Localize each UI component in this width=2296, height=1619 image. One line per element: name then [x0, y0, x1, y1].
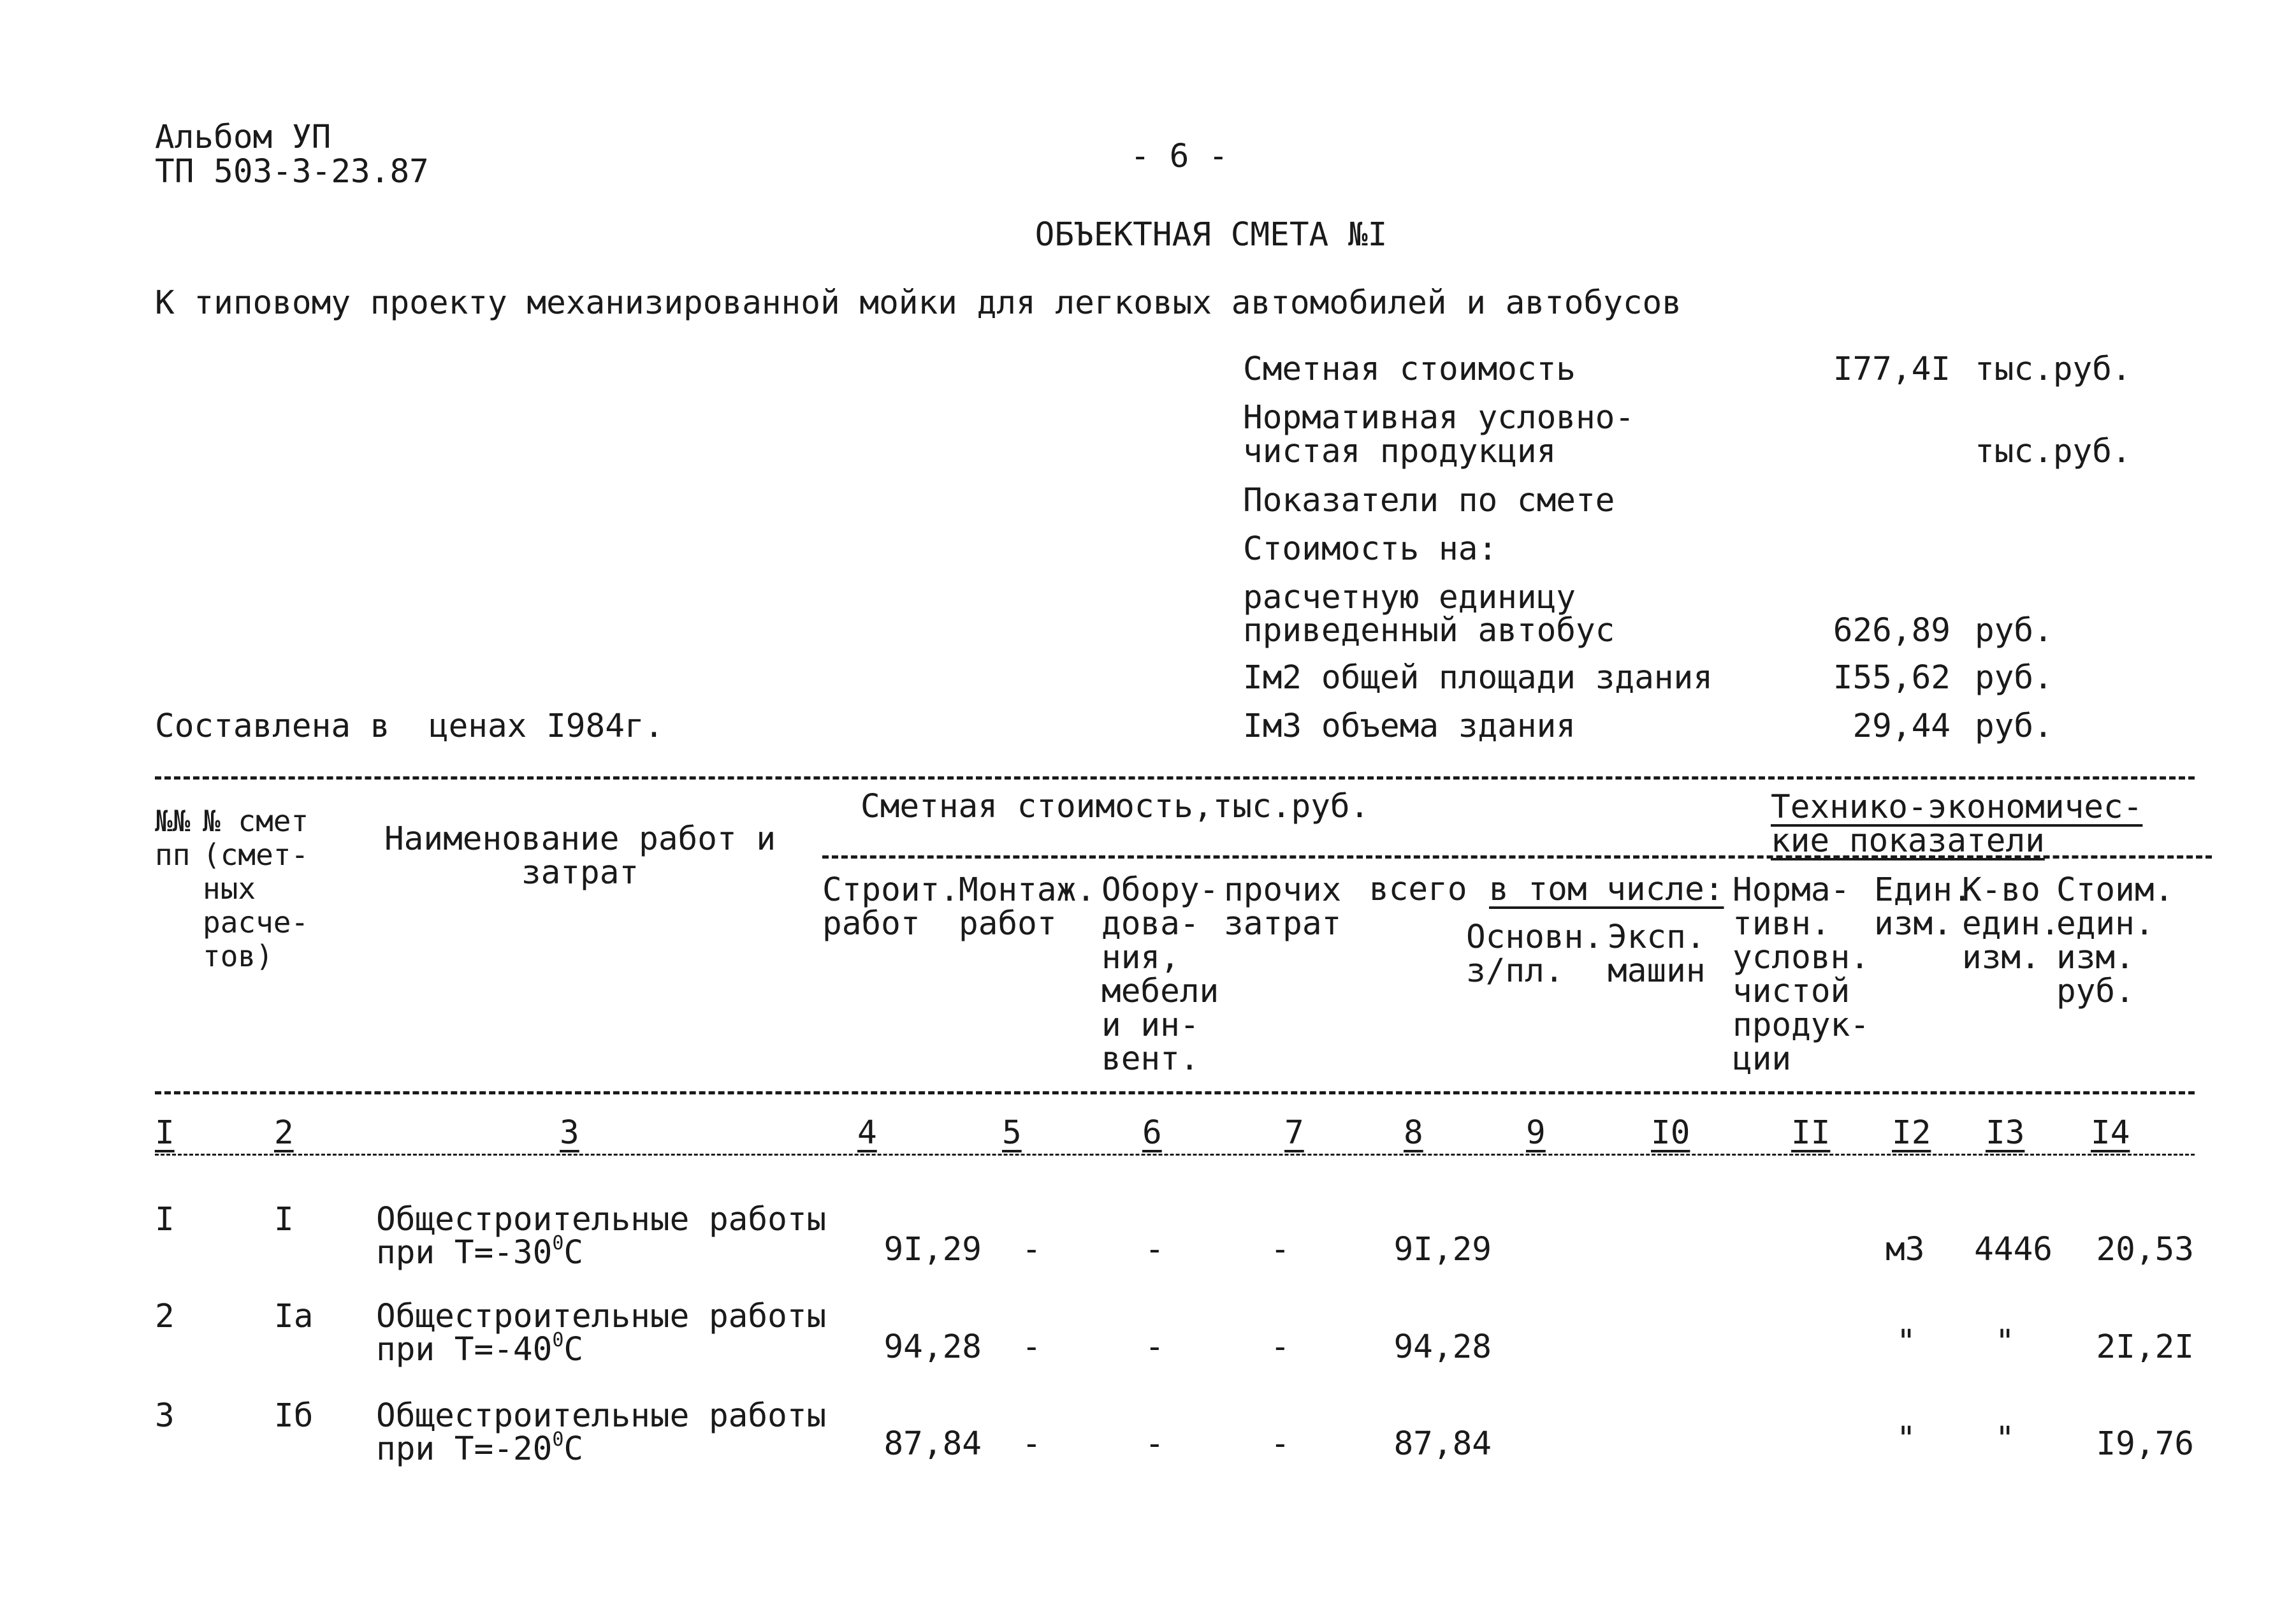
row-qty: 4446: [1974, 1231, 2053, 1268]
column-number: I4: [2091, 1114, 2130, 1152]
header-including: в том числе:: [1489, 871, 1724, 908]
column-number: I: [155, 1114, 175, 1152]
estimated-cost-value: I77,4I: [1833, 351, 1951, 388]
row-name-line1: Общестроительные работы: [376, 1397, 827, 1435]
row-unit-cost: 20,53: [2096, 1231, 2194, 1268]
column-number: 3: [560, 1114, 579, 1152]
row-unit: ": [1896, 1323, 1916, 1361]
row-installation: -: [1022, 1231, 1042, 1268]
document-subtitle: К типовому проекту механизированной мойки для легковых автомобилей и автобусов: [155, 284, 1682, 322]
row-equipment: -: [1145, 1425, 1165, 1463]
estimated-cost-label: Сметная стоимость: [1243, 351, 1576, 388]
row-equipment: -: [1145, 1328, 1165, 1366]
indicators-label: Показатели по смете: [1243, 482, 1615, 519]
column-number: 5: [1002, 1114, 1022, 1152]
unit-label-line1: расчетную единицу: [1243, 579, 1576, 616]
page-number: - 6 -: [1130, 138, 1228, 175]
column-number: 8: [1404, 1114, 1423, 1152]
header-qty: К-во един. изм.: [1962, 871, 2060, 976]
unit-value: 626,89: [1833, 612, 1951, 650]
header-construction: Строит. работ: [822, 871, 959, 943]
row-total: 9I,29: [1393, 1231, 1492, 1268]
header-cost-group: Сметная стоимость,тыс.руб.: [861, 788, 1370, 825]
estimated-cost-unit: тыс.руб.: [1975, 351, 2132, 388]
cost-on-label: Стоимость на:: [1243, 530, 1498, 568]
header-machines: Эксп. машин: [1608, 918, 1706, 990]
project-code: ТП 503-3-23.87: [155, 153, 429, 191]
row-name-line2: при $Т=-30^0С$: [376, 1232, 584, 1272]
header-name: Наименование работ и затрат: [384, 820, 776, 892]
header-total: всего: [1369, 871, 1467, 908]
row-other: -: [1270, 1328, 1290, 1366]
header-wages: Основн. з/пл.: [1466, 918, 1603, 990]
header-estimate-no: № смет (смет- ных расче- тов): [203, 804, 309, 973]
row-total: 87,84: [1393, 1425, 1492, 1463]
row-name-line1: Общестроительные работы: [376, 1201, 827, 1238]
row-unit: ": [1896, 1420, 1916, 1458]
row-installation: -: [1022, 1328, 1042, 1366]
column-number: I0: [1651, 1114, 1690, 1152]
row-name-line1: Общестроительные работы: [376, 1298, 827, 1335]
unit-unit: руб.: [1975, 612, 2053, 650]
header-other: прочих затрат: [1224, 871, 1342, 943]
row-other: -: [1270, 1231, 1290, 1268]
volume-unit: руб.: [1975, 708, 2053, 745]
row-equipment: -: [1145, 1231, 1165, 1268]
table-top-rule: [155, 776, 2195, 780]
row-estimate: Iа: [274, 1298, 314, 1335]
volume-value: 29,44: [1852, 708, 1951, 745]
row-other: -: [1270, 1425, 1290, 1463]
header-equipment: Обору- дова- ния, мебели и ин- вент.: [1101, 871, 1219, 1078]
column-number: II: [1791, 1114, 1831, 1152]
header-num: №№ пп: [155, 804, 191, 872]
row-num: 2: [155, 1298, 175, 1335]
row-qty: ": [1995, 1420, 2015, 1458]
row-name-line2: при $Т=-40^0С$: [376, 1329, 584, 1369]
column-number: 2: [274, 1114, 294, 1152]
album-label: Альбом УП: [155, 119, 331, 156]
normative-label-line1: Нормативная условно-: [1243, 399, 1635, 437]
column-number: I3: [1986, 1114, 2025, 1152]
document-title: ОБЪЕКТНАЯ СМЕТА №I: [1035, 216, 1388, 254]
row-estimate: Iб: [274, 1397, 314, 1435]
row-construction: 9I,29: [883, 1231, 982, 1268]
column-number: 4: [857, 1114, 877, 1152]
row-installation: -: [1022, 1425, 1042, 1463]
column-number: 7: [1284, 1114, 1304, 1152]
column-number: 9: [1526, 1114, 1546, 1152]
row-unit: м3: [1885, 1231, 1925, 1268]
prices-note: Составлена в ценах I984г.: [155, 708, 664, 745]
normative-unit: тыс.руб.: [1975, 433, 2132, 470]
column-number: 6: [1142, 1114, 1162, 1152]
unit-label-line2: приведенный автобус: [1243, 612, 1615, 650]
row-total: 94,28: [1393, 1328, 1492, 1366]
normative-label-line2: чистая продукция: [1243, 433, 1557, 470]
header-inner-rule: [822, 855, 2212, 859]
header-installation: Монтаж. работ: [959, 871, 1096, 943]
column-number: I2: [1892, 1114, 1931, 1152]
header-unit-cost: Стоим. един. изм. руб.: [2056, 871, 2174, 1010]
header-bottom-rule: [155, 1091, 2195, 1094]
area-value: I55,62: [1833, 659, 1951, 697]
column-numbers-rule: [155, 1154, 2195, 1156]
row-unit-cost: I9,76: [2096, 1425, 2194, 1463]
row-name-line2: при $Т=-20^0С$: [376, 1428, 584, 1468]
header-normative: Норма- тивн. условн. чистой продук- ции: [1733, 871, 1870, 1078]
header-tech-group: Технико-экономичес- кие показатели: [1771, 788, 2143, 860]
volume-label: Iм3 объема здания: [1243, 708, 1576, 745]
area-unit: руб.: [1975, 659, 2053, 697]
row-num: I: [155, 1201, 175, 1238]
row-unit-cost: 2I,2I: [2096, 1328, 2194, 1366]
row-construction: 87,84: [883, 1425, 982, 1463]
header-unit: Един. изм.: [1874, 871, 1972, 943]
row-construction: 94,28: [883, 1328, 982, 1366]
area-label: Iм2 общей площади здания: [1243, 659, 1713, 697]
row-qty: ": [1995, 1323, 2015, 1361]
row-estimate: I: [274, 1201, 294, 1238]
row-num: 3: [155, 1397, 175, 1435]
